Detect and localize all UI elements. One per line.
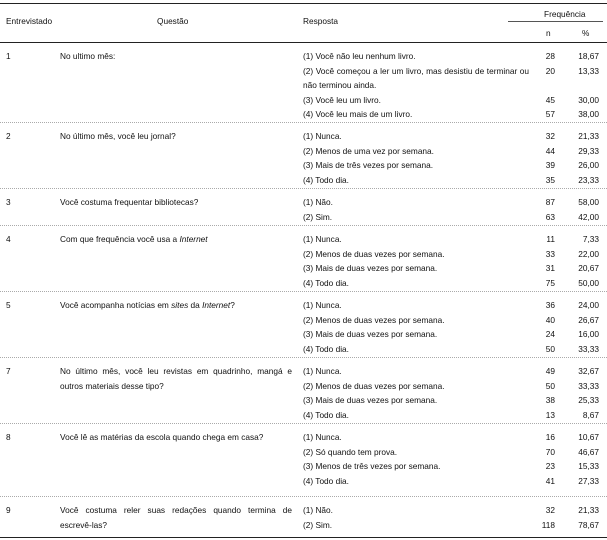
frequency-n: 38 xyxy=(545,395,555,406)
answer-option: (1) Nunca. xyxy=(303,300,342,310)
row-divider xyxy=(0,122,607,123)
frequency-pct: 29,33 xyxy=(578,145,599,156)
row-divider xyxy=(0,291,607,292)
row-divider xyxy=(0,423,607,424)
answer-option: (4) Todo dia. xyxy=(303,409,349,420)
header-frequencia: Frequência xyxy=(544,9,586,19)
frequency-pct: 23,33 xyxy=(578,174,599,185)
answer-list xyxy=(303,195,529,224)
answer-option: (2) Menos de duas vezes por semana. xyxy=(303,314,445,325)
frequency-n: 41 xyxy=(545,475,555,486)
answer-option: (1) Nunca. xyxy=(303,366,342,376)
answer-list xyxy=(303,298,529,356)
answer-option: (4) Todo dia. xyxy=(303,475,349,486)
answer-option: (3) Menos de três vezes por semana. xyxy=(303,461,441,472)
frequency-pct: 26,67 xyxy=(578,314,599,325)
answer-option: (3) Você leu um livro. xyxy=(303,94,381,105)
answer-list xyxy=(303,49,529,122)
header-n: n xyxy=(546,28,551,38)
entrevistado-id: 9 xyxy=(6,505,11,515)
answer-option: (1) Não. xyxy=(303,197,333,207)
frequency-pct: 58,00 xyxy=(578,197,599,207)
row-divider xyxy=(0,357,607,358)
frequency-n: 35 xyxy=(545,174,555,185)
frequency-n: 44 xyxy=(545,145,555,156)
frequency-n: 39 xyxy=(545,160,555,171)
frequency-pct: 24,00 xyxy=(578,300,599,310)
entrevistado-id: 3 xyxy=(6,197,11,207)
frequency-pct: 22,00 xyxy=(578,248,599,259)
question-text: No último mês, você leu revistas em quadrinho, mangá e outros materiais desse tipo? xyxy=(60,366,292,391)
frequency-pct: 32,67 xyxy=(578,366,599,376)
entrevistado-id: 4 xyxy=(6,234,11,244)
question-text: Você lê as matérias da escola quando chega em casa? xyxy=(60,432,264,442)
answer-option: (2) Sim. xyxy=(303,211,333,222)
frequency-n: 20 xyxy=(545,65,555,76)
frequency-n: 28 xyxy=(545,51,555,61)
frequency-pct: 33,33 xyxy=(578,380,599,391)
answer-list xyxy=(303,232,529,290)
question-text: Você costuma reler suas redações quando termina de escrevê-las? xyxy=(60,505,292,530)
answer-list xyxy=(303,430,529,488)
frequency-n: 87 xyxy=(545,197,555,207)
answer-list xyxy=(303,129,529,187)
row-divider xyxy=(0,225,607,226)
frequency-n: 36 xyxy=(545,300,555,310)
frequency-n: 23 xyxy=(545,461,555,472)
entrevistado-id: 5 xyxy=(6,300,11,310)
frequency-pct: 13,33 xyxy=(578,65,599,76)
frequency-pct: 33,33 xyxy=(578,343,599,354)
frequency-pct: 16,00 xyxy=(578,329,599,340)
answer-option: (3) Mais de duas vezes por semana. xyxy=(303,263,438,274)
frequency-pct: 7,33 xyxy=(582,234,599,244)
question-text-emphasis: Internet xyxy=(179,234,208,244)
frequency-pct: 26,00 xyxy=(578,160,599,171)
header-pct: % xyxy=(582,28,590,38)
frequency-pct: 20,67 xyxy=(578,263,599,274)
question-text: No ultimo mês: xyxy=(60,51,116,61)
frequency-pct: 27,33 xyxy=(578,475,599,486)
frequency-n: 75 xyxy=(545,277,555,288)
frequency-pct: 18,67 xyxy=(578,51,599,61)
frequency-n: 33 xyxy=(545,248,555,259)
header-resposta: Resposta xyxy=(303,16,339,26)
frequency-pct: 15,33 xyxy=(578,461,599,472)
frequency-pct: 25,33 xyxy=(578,395,599,406)
frequency-n: 11 xyxy=(546,234,555,244)
answer-list xyxy=(303,364,529,422)
question-text-part: Com que frequência você usa a xyxy=(60,234,180,244)
answer-option: (4) Todo dia. xyxy=(303,277,349,288)
question-text-emphasis: Internet xyxy=(202,300,231,310)
frequency-n: 31 xyxy=(545,263,555,274)
frequency-n: 70 xyxy=(545,446,555,457)
frequency-pct: 50,00 xyxy=(578,277,599,288)
entrevistado-id: 2 xyxy=(6,131,11,141)
top-rule xyxy=(0,3,607,4)
frequency-n: 13 xyxy=(545,409,555,420)
frequency-pct: 46,67 xyxy=(578,446,599,457)
question-text-part: da xyxy=(188,300,203,310)
answer-option: (3) Mais de duas vezes por semana. xyxy=(303,395,438,406)
frequency-pct: 21,33 xyxy=(578,131,599,141)
frequency-n: 24 xyxy=(545,329,555,340)
question-text-part: Você acompanha notícias em xyxy=(60,300,172,310)
answer-option: (2) Sim. xyxy=(303,519,333,530)
answer-option: (2) Menos de uma vez por semana. xyxy=(303,145,434,156)
answer-option: (3) Mais de três vezes por semana. xyxy=(303,160,434,171)
answer-option: (2) Menos de duas vezes por semana. xyxy=(303,380,445,391)
frequency-n: 57 xyxy=(545,109,555,120)
header-entrevistado: Entrevistado xyxy=(6,16,53,26)
answer-option: (1) Nunca. xyxy=(303,131,342,141)
question-text-part: ? xyxy=(230,300,235,310)
frequency-n: 118 xyxy=(541,519,555,530)
answer-list xyxy=(303,503,529,532)
answer-option: (2) Só quando tem prova. xyxy=(303,446,398,457)
question-text xyxy=(60,232,292,247)
frequency-pct: 30,00 xyxy=(578,94,599,105)
entrevistado-id: 7 xyxy=(6,366,11,376)
frequency-n: 63 xyxy=(545,211,555,222)
question-text: Você costuma frequentar bibliotecas? xyxy=(60,197,199,207)
frequency-n: 32 xyxy=(545,131,555,141)
question-text-emphasis: sites xyxy=(171,300,189,310)
frequency-pct: 78,67 xyxy=(578,519,599,530)
answer-option: (1) Nunca. xyxy=(303,432,342,442)
header-questao: Questão xyxy=(157,16,189,26)
frequency-n: 50 xyxy=(545,343,555,354)
frequency-pct: 38,00 xyxy=(578,109,599,120)
entrevistado-id: 1 xyxy=(6,51,11,61)
answer-option: (1) Você não leu nenhum livro. xyxy=(303,51,416,61)
row-divider xyxy=(0,188,607,189)
frequency-pct: 42,00 xyxy=(578,211,599,222)
question-text: No último mês, você leu jornal? xyxy=(60,131,176,141)
entrevistado-id: 8 xyxy=(6,432,11,442)
answer-option: (1) Nunca. xyxy=(303,234,342,244)
bottom-rule xyxy=(0,537,607,538)
question-text xyxy=(60,298,292,313)
answer-option: (3) Mais de duas vezes por semana. xyxy=(303,329,438,340)
frequency-n: 49 xyxy=(545,366,555,376)
frequency-n: 40 xyxy=(545,314,555,325)
frequency-pct: 21,33 xyxy=(578,505,599,515)
frequencia-rule xyxy=(508,21,603,22)
answer-option: (4) Você leu mais de um livro. xyxy=(303,109,413,120)
frequency-n: 50 xyxy=(545,380,555,391)
answer-option: (4) Todo dia. xyxy=(303,174,349,185)
answer-option: (2) Você começou a ler um livro, mas desistiu de terminar ou não terminou ainda. xyxy=(303,65,529,91)
answer-option: (4) Todo dia. xyxy=(303,343,349,354)
frequency-pct: 10,67 xyxy=(578,432,599,442)
header-bottom-rule xyxy=(0,42,607,43)
answer-option: (1) Não. xyxy=(303,505,333,515)
frequency-pct: 8,67 xyxy=(582,409,599,420)
frequency-n: 45 xyxy=(545,94,555,105)
frequency-n: 32 xyxy=(545,505,555,515)
row-divider xyxy=(0,496,607,497)
answer-option: (2) Menos de duas vezes por semana. xyxy=(303,248,445,259)
frequency-n: 16 xyxy=(545,432,555,442)
